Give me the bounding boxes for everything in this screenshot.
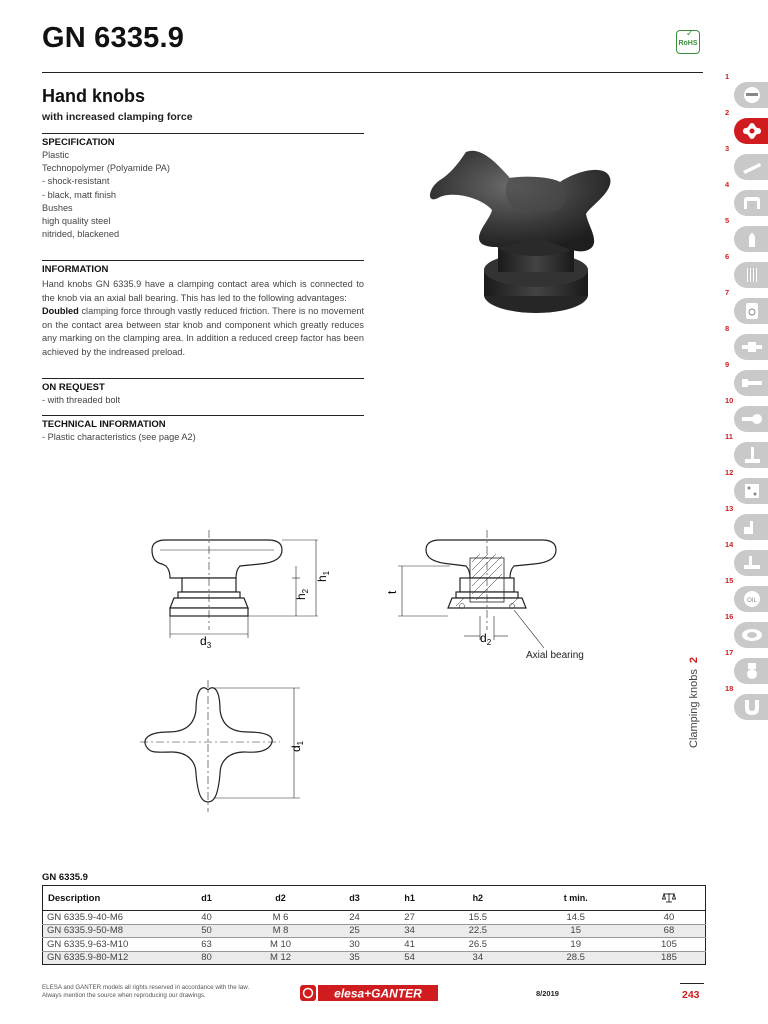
table-cell: 22.5 xyxy=(437,924,518,938)
section-technical-information xyxy=(42,415,364,445)
product-subtitle: with increased clamping force xyxy=(42,111,193,123)
spec-line: - black, matt finish xyxy=(42,189,117,200)
column-header-weight xyxy=(633,886,706,911)
table-cell: GN 6335.9-80-M12 xyxy=(43,951,180,965)
column-header: Description xyxy=(43,886,180,911)
spec-line: - shock-resistant xyxy=(42,176,110,187)
cable-icon xyxy=(740,625,764,645)
header-divider xyxy=(42,72,703,73)
table-cell: 54 xyxy=(382,951,437,965)
section-information xyxy=(42,260,364,359)
table-cell: 63 xyxy=(179,938,234,952)
table-cell: 30 xyxy=(327,938,382,952)
leveling-foot-icon xyxy=(740,445,764,465)
spec-line: high quality steel xyxy=(42,216,111,227)
svg-text:OIL: OIL xyxy=(747,598,757,604)
product-title: Hand knobs xyxy=(42,86,146,106)
section-body: - with threaded bolt xyxy=(42,395,121,405)
table-cell: 40 xyxy=(633,911,706,925)
table-cell: M 10 xyxy=(234,938,327,952)
table-row xyxy=(43,924,706,938)
lever-icon xyxy=(740,157,764,177)
table-row xyxy=(43,951,706,965)
svg-text:elesa+GANTER: elesa+GANTER xyxy=(334,986,422,1001)
spec-line: Plastic xyxy=(42,150,70,160)
elesa-ganter-logo xyxy=(300,984,440,1002)
table-cell: 15 xyxy=(519,924,633,938)
table-cell: 26.5 xyxy=(437,938,518,952)
table-cell: GN 6335.9-63-M10 xyxy=(43,938,180,952)
spring-plunger-icon xyxy=(740,337,764,357)
page-number-rule xyxy=(680,983,704,984)
star-knob-icon xyxy=(740,121,764,141)
table-cell: M 6 xyxy=(234,911,327,925)
magnet-icon xyxy=(740,697,764,717)
clamp-icon xyxy=(740,517,764,537)
table-header-row xyxy=(43,886,706,911)
spec-line: Bushes xyxy=(42,202,73,213)
table-cell: 41 xyxy=(382,938,437,952)
spec-line: nitrided, blackened xyxy=(42,229,120,240)
check-icon: ✓ xyxy=(686,28,694,38)
sidebar-tab-13[interactable]: 13 xyxy=(722,504,768,540)
dimension-label-h1: $h_1$ xyxy=(315,570,331,582)
table-title: GN 6335.9 xyxy=(42,872,88,883)
table-cell: 34 xyxy=(382,924,437,938)
issue-date: 8/2019 xyxy=(536,989,559,998)
product-photo xyxy=(418,140,628,330)
table-cell: M 12 xyxy=(234,951,327,965)
table-cell: 68 xyxy=(633,924,706,938)
page-title: GN 6335.9 xyxy=(42,22,185,54)
section-specification xyxy=(42,133,364,241)
grip-icon xyxy=(740,229,764,249)
table-cell: 25 xyxy=(327,924,382,938)
handle-icon xyxy=(740,193,764,213)
technical-drawing xyxy=(140,520,600,820)
column-header: h2 xyxy=(437,886,518,911)
sidebar-tab-9[interactable]: 9 xyxy=(722,360,768,396)
screw-icon xyxy=(740,373,764,393)
knob-icon xyxy=(740,85,764,105)
axial-bearing-label: Axial bearing xyxy=(526,650,584,661)
sidebar-tab-8[interactable]: 8 xyxy=(722,324,768,360)
dimension-label-d2: $d_2$ xyxy=(480,631,492,647)
table-cell: 80 xyxy=(179,951,234,965)
category-vertical-label: Clamping knobs2 xyxy=(688,657,700,748)
sidebar-tab-10[interactable]: 10 xyxy=(722,396,768,432)
sidebar-tab-15[interactable]: 15 OIL xyxy=(722,576,768,612)
info-bold: Doubled xyxy=(42,306,79,316)
weight-scale-icon xyxy=(662,892,676,903)
indicator-icon xyxy=(740,301,764,321)
table-cell: 28.5 xyxy=(519,951,633,965)
dimension-label-d1: $d_1$ xyxy=(289,740,305,752)
section-on-request xyxy=(42,378,364,408)
info-paragraph: Hand knobs GN 6335.9 have a clamping contact area which is connected to the knob via an axial ball bearing. This has led to the following advantages: xyxy=(42,279,364,303)
table-cell: GN 6335.9-50-M8 xyxy=(43,924,180,938)
table-cell: 105 xyxy=(633,938,706,952)
rohs-badge: ✓ RoHS xyxy=(676,30,700,54)
section-title: SPECIFICATION xyxy=(42,137,115,148)
section-title: TECHNICAL INFORMATION xyxy=(42,419,166,430)
sidebar-tab-7[interactable]: 7 xyxy=(722,288,768,324)
table-cell: 40 xyxy=(179,911,234,925)
column-header: d3 xyxy=(327,886,382,911)
table-cell: 35 xyxy=(327,951,382,965)
threaded-knob-icon xyxy=(740,265,764,285)
section-title: INFORMATION xyxy=(42,264,109,275)
info-paragraph: Doubled clamping force through vastly reduced friction. There is no movement on the contact area between star knob and component which greatly reduces any marking on the clamping area. In addition a reduced creep factor has been achieved by the indreased preload. xyxy=(42,306,364,357)
section-body xyxy=(42,149,364,241)
dimension-label-h2: $h_2$ xyxy=(294,588,310,600)
sidebar-tab-6[interactable]: 6 xyxy=(722,252,768,288)
section-body: - Plastic characteristics (see page A2) xyxy=(42,432,196,442)
sidebar-tab-16[interactable]: 16 xyxy=(722,612,768,648)
page-number: 243 xyxy=(682,989,700,1001)
table-row xyxy=(43,911,706,925)
spec-line: Technopolymer (Polyamide PA) xyxy=(42,163,170,174)
toggle-clamp-icon xyxy=(740,553,764,573)
table-cell: 15.5 xyxy=(437,911,518,925)
table-cell: 50 xyxy=(179,924,234,938)
bracket-icon xyxy=(740,481,764,501)
table-cell: GN 6335.9-40-M6 xyxy=(43,911,180,925)
sidebar-tab-17[interactable]: 17 xyxy=(722,648,768,684)
copyright-note: ELESA and GANTER models all rights reserved in accordance with the law. Always mention the source when reproducing our drawings. xyxy=(42,984,250,999)
sidebar-tab-12[interactable]: 12 xyxy=(722,468,768,504)
sidebar-tab-1[interactable]: 1 xyxy=(722,72,768,108)
sidebar-tab-4[interactable]: 4 xyxy=(722,180,768,216)
column-header: h1 xyxy=(382,886,437,911)
sidebar-tab-5[interactable]: 5 xyxy=(722,216,768,252)
oil-gauge-icon xyxy=(740,589,764,609)
table-cell: 24 xyxy=(327,911,382,925)
table-cell: 185 xyxy=(633,951,706,965)
table-cell: 19 xyxy=(519,938,633,952)
table-cell: 14.5 xyxy=(519,911,633,925)
table-cell: 34 xyxy=(437,951,518,965)
dimension-label-d3: $d_3$ xyxy=(200,634,212,650)
dimensions-table xyxy=(42,885,706,965)
section-title: ON REQUEST xyxy=(42,382,105,393)
column-header: d1 xyxy=(179,886,234,911)
table-row xyxy=(43,938,706,952)
dimension-label-t: t xyxy=(385,590,399,594)
sidebar-tab-18[interactable]: 18 xyxy=(722,684,768,720)
column-header: t min. xyxy=(519,886,633,911)
section-body xyxy=(42,278,364,359)
hinge-icon xyxy=(740,409,764,429)
caster-icon xyxy=(740,661,764,681)
sidebar-tab-2[interactable]: 2 xyxy=(722,108,768,144)
table-cell: 27 xyxy=(382,911,437,925)
table-cell: M 8 xyxy=(234,924,327,938)
sidebar-tab-11[interactable]: 11 xyxy=(722,432,768,468)
sidebar-tab-14[interactable]: 14 xyxy=(722,540,768,576)
column-header: d2 xyxy=(234,886,327,911)
sidebar-tab-3[interactable]: 3 xyxy=(722,144,768,180)
